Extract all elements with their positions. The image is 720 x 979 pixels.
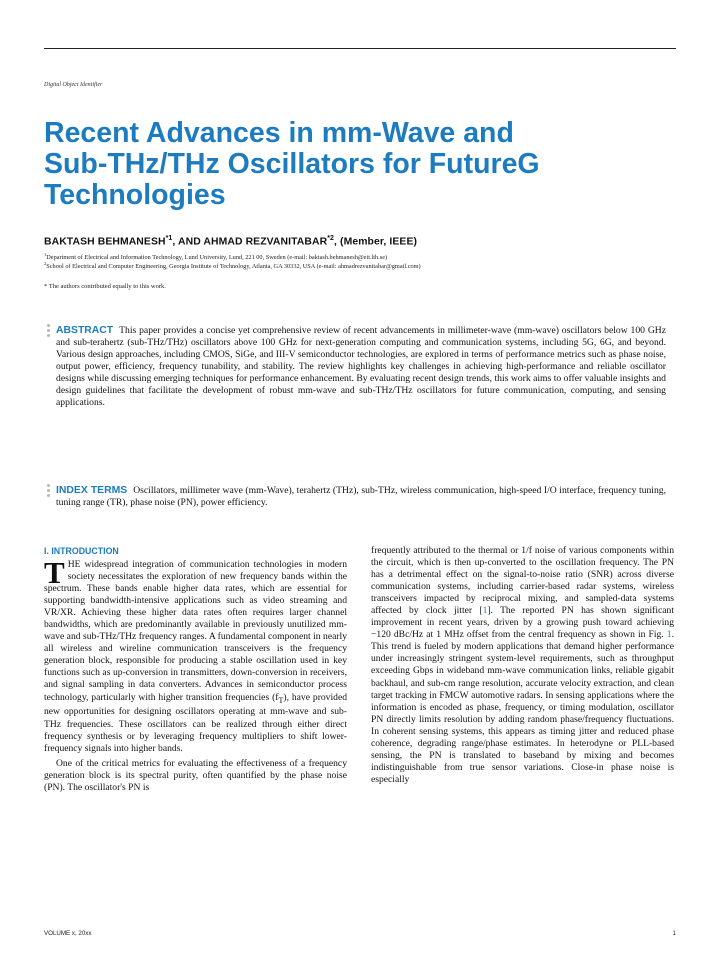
author-line: BAKTASH BEHMANESH$^{*1}$, AND AHMAD REZVANITABAR$^{*2}$, (Member, IEEE) xyxy=(44,235,418,248)
index-terms-marker xyxy=(47,484,50,499)
doi-label: Digital Object Identifier xyxy=(44,82,103,88)
title-line: Sub-THz/THz Oscillators for FutureG xyxy=(44,148,540,180)
intro-paragraph-2-continued: frequently attributed to the thermal or 1/f noise of various components within the circuit, which is then up-converted to the oscillation frequency. The PN has a detrimental effect on the signal-to-noise ratio (SNR) across diverse communication systems, including carrier-based radar systems, wireless transceivers impacted by reciprocal mixing, and sampled-data systems affected by clock jitter [1]. The reported PN has shown significant improvement in recent years, driven by a growing push toward achieving −120 dBc/Hz at 1 MHz offset from the central frequency as shown in Fig. 1. This trend is fueled by modern applications that demand higher performance under increasingly stringent system-level requirements, such as throughput exceeding Gbps in wideband mm-wave communication links, reliable gigabit backhaul, and sub-cm range resolution, accurate velocity extraction, and clean target tracking in FMCW automotive radars. In sensing applications where the information is encoded as phase, frequency, or timing modulation, oscillator PN directly limits resolution by adding random phase/frequency fluctuations. In coherent sensing systems, this appears as timing jitter and reduced phase coherence, degrading range/phase estimates. In heterodyne or PLL-based sensing, the PN is translated to baseband by mixing and becomes indistinguishable from true sensor variations. Close-in phase noise is especially xyxy=(371,545,675,785)
affiliation-1: $^1$Department of Electrical and Information Technology, Lund University, Lund, 221 00, Sweden (e-mail: baktash.behmanesh@eit.lth.se) xyxy=(44,252,388,262)
equal-contribution-note: * The authors contributed equally to this work. xyxy=(44,283,166,290)
section-heading: I. INTRODUCTION xyxy=(44,546,119,556)
index-terms xyxy=(56,485,666,509)
citation-link[interactable]: 1 xyxy=(482,605,488,617)
paper-title xyxy=(44,118,644,211)
affiliation-2: $^2$School of Electrical and Computer Engineering, Georgia Institute of Technology, Atlanta, GA 30332, USA (e-mail: ahmadrezvanitabar@gmail.com) xyxy=(44,261,421,271)
footer-volume: VOLUME x, 20xx xyxy=(44,930,92,937)
math-value: 1 MHz xyxy=(436,629,464,641)
top-rule xyxy=(44,48,676,49)
title-line: Technologies xyxy=(44,179,226,211)
index-terms-text: Oscillators, millimeter wave (mm-Wave), terahertz (THz), sub-THz, wireless communication, high-speed I/O interface, frequency tuning, tuning range (TR), phase noise (PN), power efficiency. xyxy=(56,485,666,509)
drop-cap: T xyxy=(44,555,65,590)
column-left xyxy=(44,545,347,794)
footer-page-number: 1 xyxy=(672,930,676,937)
author-mark: *1 xyxy=(165,235,173,242)
abstract-label: ABSTRACT xyxy=(56,325,114,336)
figure-link[interactable]: 1 xyxy=(666,629,672,641)
title-line: Recent Advances in mm-Wave and xyxy=(44,117,514,149)
column-right xyxy=(371,545,674,786)
abstract-marker xyxy=(47,324,50,339)
index-terms-label: INDEX TERMS xyxy=(56,485,128,496)
math-value: −120 dBc/Hz xyxy=(371,629,424,641)
abstract-text: This paper provides a concise yet comprehensive review of recent advancements in millimeter-wave (mm-wave) oscillators below 100 GHz and sub-terahertz (sub-THz/THz) oscillators above 100 GHz for next-generation computing and communication systems, including 5G, 6G, and beyond. Various design approaches, including CMOS, SiGe, and III-V semiconductor technologies, are explored in terms of performance metrics such as phase noise, output power, efficiency, frequency tunability, and stability. The review highlights key challenges in achieving high-performance and reliable oscillator designs while discussing emerging techniques for performance enhancement. By evaluating recent design trends, this work aims to offer valuable insights and design guidelines that facilitate the development of robust mm-wave and sub-THz/THz oscillators for future communication, computing, and sensing applications. xyxy=(56,325,666,409)
intro-paragraph-1: THE widespread integration of communication technologies in modern society necessitates the exploration of new frequency bands within the spectrum. These bands enable higher data rates, which are essential for supporting bandwidth-intensive applications such as video streaming and VR/XR. Achieving these higher data rates often requires larger channel bandwidths, which are predominantly available in previously unutilized mm-wave and sub-THz/THz frequency ranges. A fundamental component in nearly all wireless and wireline communication transceivers is the frequency generation block, responsible for producing a stable oscillation used in key functions such as up-conversion in transmitters, down-conversion in receivers, and signal sampling in data converters. Advances in semiconductor process technology, particularly with higher transition frequencies $(f_T)$, have provided new opportunities for designing oscillators operating at mm-wave and sub-THz frequencies. These oscillators can be realized through either direct frequency synthesis or by leveraging frequency multipliers to shift lower-frequency signals into higher bands. xyxy=(44,555,347,754)
author-mark: *2 xyxy=(327,235,335,242)
intro-paragraph-2: One of the critical metrics for evaluating the effectiveness of a frequency generation block is its spectral purity, often quantified by the phase noise (PN). The oscillator's PN is xyxy=(44,757,347,793)
abstract xyxy=(56,325,666,409)
